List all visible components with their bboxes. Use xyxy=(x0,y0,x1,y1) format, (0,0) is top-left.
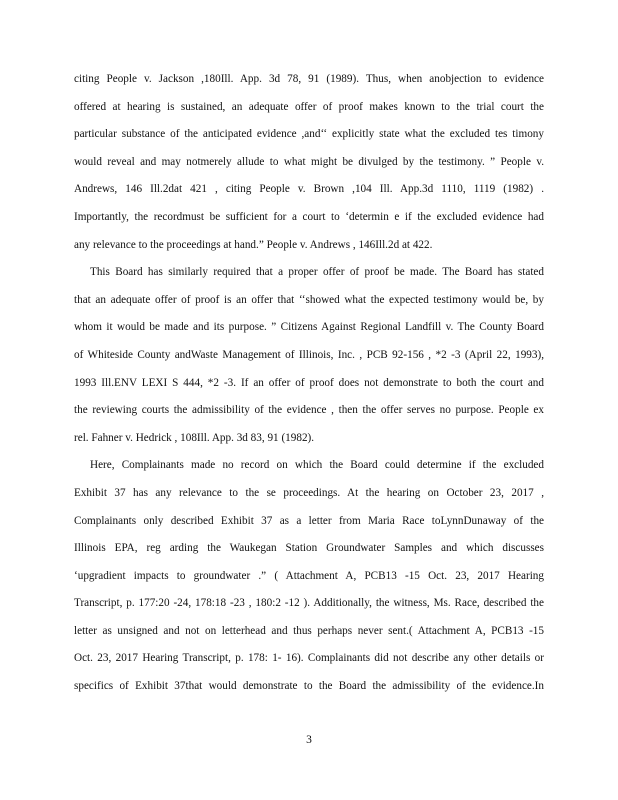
text-line: whom it would be made and its purpose. ” Citizens Against Regional Landfill v. The County Board xyxy=(74,321,544,334)
text-line: Complainants only described Exhibit 37 as a letter from Maria Race toLynnDunaway of the xyxy=(74,514,544,527)
text-line: ‘upgradient impacts to groundwater .” ( Attachment A, PCB13 -15 Oct. 23, 2017 Hearing xyxy=(74,569,544,582)
text-line: that an adequate offer of proof is an offer that ‘‘showed what the expected testimony would be, by xyxy=(74,293,544,306)
text-line: 1993 Ill.ENV LEXI S 444, *2 -3. If an offer of proof does not demonstrate to both the court and xyxy=(74,376,544,389)
text-line: rel. Fahner v. Hedrick , 108Ill. App. 3d 83, 91 (1982). xyxy=(74,431,315,444)
body-text xyxy=(74,70,544,705)
text-line: Transcript, p. 177:20 -24, 178:18 -23 , 180:2 -12 ). Additionally, the witness, Ms. Race, described the xyxy=(74,597,544,610)
text-line: the reviewing courts the admissibility of the evidence , then the offer serves no purpose. People ex xyxy=(74,404,544,417)
paragraph-first-line: Here, Complainants made no record on which the Board could determine if the excluded xyxy=(90,459,544,472)
text-line: letter as unsigned and not on letterhead and thus perhaps never sent.( Attachment A, PCB13 -15 xyxy=(74,624,544,637)
text-line: Illinois EPA, reg arding the Waukegan Station Groundwater Samples and which discusses xyxy=(74,542,544,555)
text-line: of Whiteside County andWaste Management of Illinois, Inc. , PCB 92-156 , *2 -3 (April 22, 1993), xyxy=(74,348,544,361)
text-line: specifics of Exhibit 37that would demonstrate to the Board the admissibility of the evidence.In xyxy=(74,680,544,693)
text-line: Exhibit 37 has any relevance to the se proceedings. At the hearing on October 23, 2017 , xyxy=(74,486,544,499)
text-line: would reveal and may notmerely allude to what might be divulged by the testimony. ” People v. xyxy=(74,155,544,168)
text-line: particular substance of the anticipated evidence ,and‘‘ explicitly state what the excluded tes timony xyxy=(74,128,544,141)
text-line: Andrews, 146 Ill.2dat 421 , citing People v. Brown ,104 Ill. App.3d 1110, 1119 (1982) . xyxy=(74,183,544,196)
text-line: any relevance to the proceedings at hand.” People v. Andrews , 146Ill.2d at 422. xyxy=(74,238,433,251)
text-line: Importantly, the recordmust be sufficient for a court to ‘determin e if the excluded evidence had xyxy=(74,210,544,223)
text-line: Oct. 23, 2017 Hearing Transcript, p. 178: 1- 16). Complainants did not describe any other details or xyxy=(74,652,544,665)
paragraph-first-line: This Board has similarly required that a proper offer of proof be made. The Board has stated xyxy=(90,266,544,279)
text-line: citing People v. Jackson ,180Ill. App. 3d 78, 91 (1989). Thus, when anobjection to evidence xyxy=(74,73,544,85)
page-number: 3 xyxy=(306,734,312,746)
text-line: offered at hearing is sustained, an adequate offer of proof makes known to the trial court the xyxy=(74,100,544,113)
